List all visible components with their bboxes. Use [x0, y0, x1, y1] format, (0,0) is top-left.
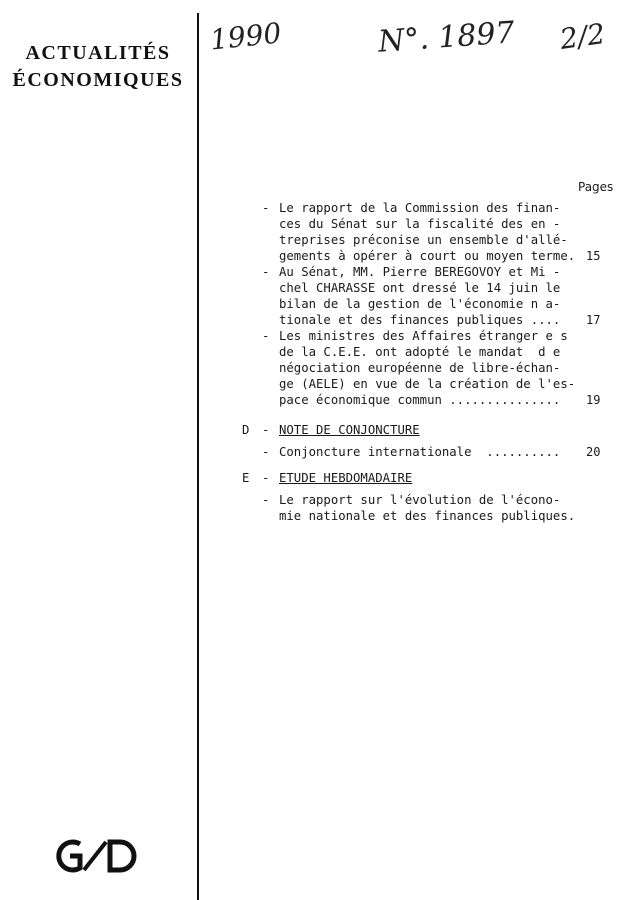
masthead [0, 40, 196, 94]
toc-item-2-line-1: Au Sénat, MM. Pierre BEREGOVOY et Mi - [279, 265, 561, 279]
toc-dash: - [262, 201, 270, 215]
section-d-title: NOTE DE CONJONCTURE [279, 423, 420, 437]
toc-item-e1-line-2: mie nationale et des finances publiques. [279, 509, 576, 523]
toc-item-3-line-1: Les ministres des Affaires étranger e s [279, 329, 568, 343]
gd-logo-icon [50, 838, 150, 874]
masthead-line-2: ÉCONOMIQUES [12, 69, 184, 91]
section-e-letter: E [242, 471, 250, 485]
toc-item-3-page: 19 [586, 393, 601, 407]
toc-item-2-line-2: chel CHARASSE ont dressé le 14 juin le [279, 281, 561, 295]
toc-item-2-page: 17 [586, 313, 601, 327]
handwritten-year: 1990 [208, 16, 283, 57]
toc-item-1-line-3: treprises préconise un ensemble d'allé- [279, 233, 568, 247]
toc-dash: - [262, 423, 270, 437]
toc-dash: - [262, 329, 270, 343]
toc-item-1-line-1: Le rapport de la Commission des finan- [279, 201, 561, 215]
pages-column-header: Pages [578, 180, 614, 194]
handwritten-issue-number: N°. 1897 [376, 15, 516, 60]
toc-item-3-line-4: ge (AELE) en vue de la création de l'es- [279, 377, 576, 391]
toc-dash: - [262, 493, 270, 507]
toc-item-3-line-5: pace économique commun ............... [279, 393, 561, 407]
toc-item-1-page: 15 [586, 249, 601, 263]
toc-item-2-line-3: bilan de la gestion de l'économie n a- [279, 297, 561, 311]
toc-item-1-line-4: gements à opérer à court ou moyen terme. [279, 249, 576, 263]
toc-item-2-line-4: tionale et des finances publiques .... [279, 313, 561, 327]
toc-item-d1-text: Conjoncture internationale .......... [279, 445, 561, 459]
vertical-rule [197, 13, 199, 900]
section-e-title: ETUDE HEBDOMADAIRE [279, 471, 413, 485]
toc-item-d1-page: 20 [586, 445, 601, 459]
toc-item-3-line-3: négociation européenne de libre-échan- [279, 361, 561, 375]
masthead-line-1: ACTUALITÉS [25, 42, 171, 64]
toc-item-3-line-2: de la C.E.E. ont adopté le mandat d e [279, 345, 561, 359]
handwritten-part: 2/2 [557, 17, 608, 56]
toc-dash: - [262, 265, 270, 279]
toc-item-e1-line-1: Le rapport sur l'évolution de l'écono- [279, 493, 561, 507]
toc-item-1-line-2: ces du Sénat sur la fiscalité des en - [279, 217, 561, 231]
section-d-letter: D [242, 423, 250, 437]
toc-dash: - [262, 445, 270, 459]
toc-dash: - [262, 471, 270, 485]
